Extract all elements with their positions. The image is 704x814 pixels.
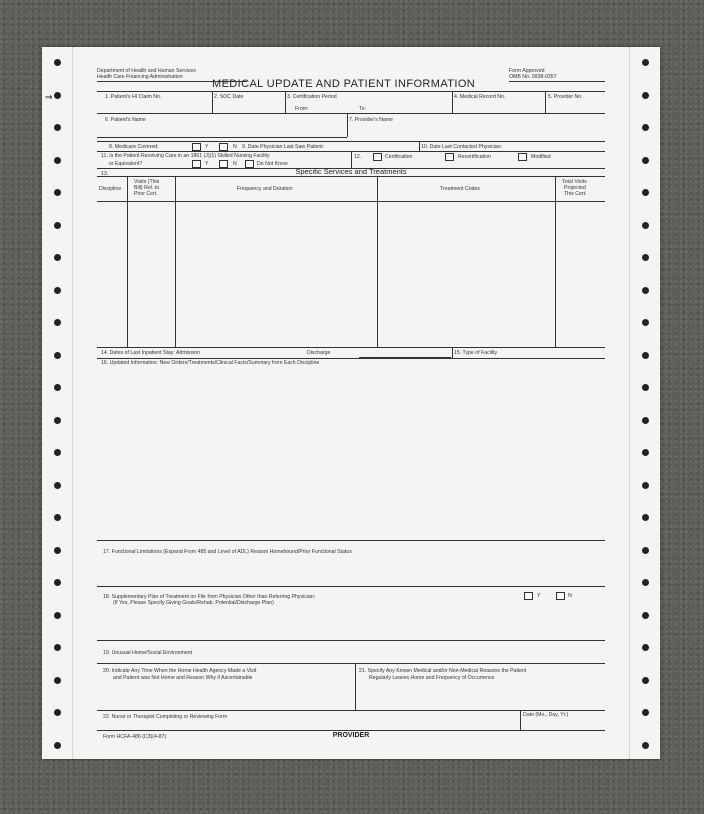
supp-plan-yes-label: Y [537,593,541,599]
tractor-hole [642,547,649,554]
tractor-hole [54,319,61,326]
medicare-no-label: N [233,144,237,150]
tractor-hole [54,124,61,131]
form-approved: Form Approved [509,68,545,74]
tractor-hole [642,59,649,66]
field-1-label: 1. Patient's HI Claim No. [105,94,162,100]
tractor-hole [54,547,61,554]
tractor-hole [54,417,61,424]
field-19-label: 19. Unusual Home/Social Environment [103,650,193,656]
field-17-label: 17. Functional Limitations (Expand From 485 and Level of ADL) Reason Homebound/Prior Functional Status [103,549,352,555]
snf-yes-label: Y [205,161,209,167]
tractor-hole [642,677,649,684]
form-number: Form HCFA-486 (C3)(4-87) [103,734,167,740]
tractor-hole [642,449,649,456]
tractor-hole [642,92,649,99]
field-8-label: 8. Medicare Covered: [109,144,159,150]
field-5-label: 5. Provider No. [548,94,583,100]
field-11-label: 11. Is the Patient Receiving Care in an 1861 (J)(1) Skilled Nursing Facility [101,153,270,159]
tractor-hole [642,579,649,586]
modified-checkbox[interactable] [518,153,527,161]
tractor-hole [642,644,649,651]
field-20-label: 20. Indicate Any Time When the Home Health Agency Made a Visit [103,668,257,674]
field-21-label-2: Regularly Leaves Home and Frequency of Occurrence [369,675,495,681]
tractor-hole [642,612,649,619]
omb-number: OMB No. 0938-0357 [509,74,557,80]
right-perforation [629,47,630,759]
col-total-2: Projected [564,185,586,191]
snf-dnk-label: Do Not Know [257,161,288,167]
field-3-to: To: [359,106,366,112]
tractor-hole [54,612,61,619]
tractor-hole [54,352,61,359]
form-title: MEDICAL UPDATE AND PATIENT INFORMATION [212,78,476,90]
col-total-3: This Cert. [564,191,587,197]
certification-checkbox[interactable] [373,153,382,161]
left-perforation [72,47,73,759]
copy-label: PROVIDER [332,732,370,739]
field-16-label: 16. Updated Information: New Orders/Treatments/Clinical Facts/Summary from Each Discipline [101,360,320,366]
tractor-hole [54,92,61,99]
form-body [97,54,605,754]
field-22-label: 22. Nurse or Therapist Completing or Reviewing Form [103,714,228,720]
tractor-hole [642,709,649,716]
tractor-hole [642,319,649,326]
medicare-yes-checkbox[interactable] [192,143,201,151]
medicare-no-checkbox[interactable] [219,143,228,151]
field-6-label: 6. Patient's Name [105,117,146,123]
tractor-hole [54,222,61,229]
tractor-hole [642,157,649,164]
tractor-hole [642,384,649,391]
col-discipline: Discipline [99,186,122,192]
modified-label: Modified [531,154,551,160]
certification-label: Certification [385,154,413,160]
tractor-hole [642,254,649,261]
medicare-yes-label: Y [205,144,209,150]
tractor-hole [642,222,649,229]
col-visits-3: Prior Cert. [134,191,158,197]
field-2-label: 2. SOC Date [214,94,244,100]
field-14-label: 14. Dates of Last Inpatient Stay: Admission [101,350,200,356]
tractor-hole [642,742,649,749]
form-paper [42,47,660,759]
tractor-hole [54,254,61,261]
field-10-label: 10. Date Last Contacted Physician: [421,144,503,150]
field-3-label: 3. Certification Period [287,94,337,100]
tractor-hole [54,157,61,164]
col-visits-2: Bill) Rel. to [134,185,160,191]
tractor-hole [642,482,649,489]
col-total-1: Total Visits [562,179,587,185]
supp-plan-no-checkbox[interactable] [556,592,565,600]
field-7-label: 7. Provider's Name [349,117,393,123]
tractor-hole [642,287,649,294]
field-14-discharge: Discharge [307,350,331,356]
snf-no-label: N [233,161,237,167]
field-22-date-label: Date (Mo., Day, Yr.) [523,712,569,718]
tractor-hole [642,124,649,131]
field-3-from: From: [295,106,309,112]
supp-plan-no-label: N [568,593,572,599]
right-tractor-strip [630,47,660,759]
tractor-hole [54,189,61,196]
field-18-label: 18. Supplementary Plan of Treatment on File from Physician Other than Referring Physician: [103,594,316,600]
tractor-hole [642,189,649,196]
col-treatment-codes: Treatment Codes [440,186,480,192]
field-9-label: 9. Date Physician Last Saw Patient: [242,144,325,150]
tractor-hole [54,677,61,684]
field-20-label-2: and Patient was Not Home and Reason Why if Ascertainable [113,675,253,681]
tractor-hole [54,287,61,294]
section-heading-services: Specific Services and Treatments [295,167,407,176]
field-4-label: 4. Medical Record No. [454,94,506,100]
agency-line-2: Health Care Financing Administration [97,74,183,80]
field-21-label: 21. Specify Any Known Medical and/or Non-Medical Reasons the Patient [359,668,527,674]
tractor-hole [54,449,61,456]
field-15-label: 15. Type of Facility [454,350,498,356]
left-tractor-strip [42,47,72,759]
field-18-label-2: (If Yes, Please Specify Giving Goals/Rehab. Potential/Discharge Plan) [113,600,274,606]
tractor-hole [642,352,649,359]
tractor-hole [54,482,61,489]
col-frequency: Frequency and Duration [237,186,293,192]
tractor-hole [54,742,61,749]
supp-plan-yes-checkbox[interactable] [524,592,533,600]
recertification-checkbox[interactable] [445,153,454,161]
col-visits-1: Visits (This [134,179,160,185]
tractor-hole [54,514,61,521]
agency-line-1: Department of Health and Human Services [97,68,196,74]
field-12-label: 12. [354,154,362,160]
tractor-hole [54,644,61,651]
tractor-hole [642,417,649,424]
tractor-hole [54,59,61,66]
tractor-hole [54,579,61,586]
field-13-label: 13. [101,171,109,177]
alignment-arrow-icon: ⇒ [45,92,53,102]
field-11-label-2: or Equivalent? [109,161,143,167]
tractor-hole [642,514,649,521]
recertification-label: Recertification [458,154,491,160]
tractor-hole [54,384,61,391]
tractor-hole [54,709,61,716]
